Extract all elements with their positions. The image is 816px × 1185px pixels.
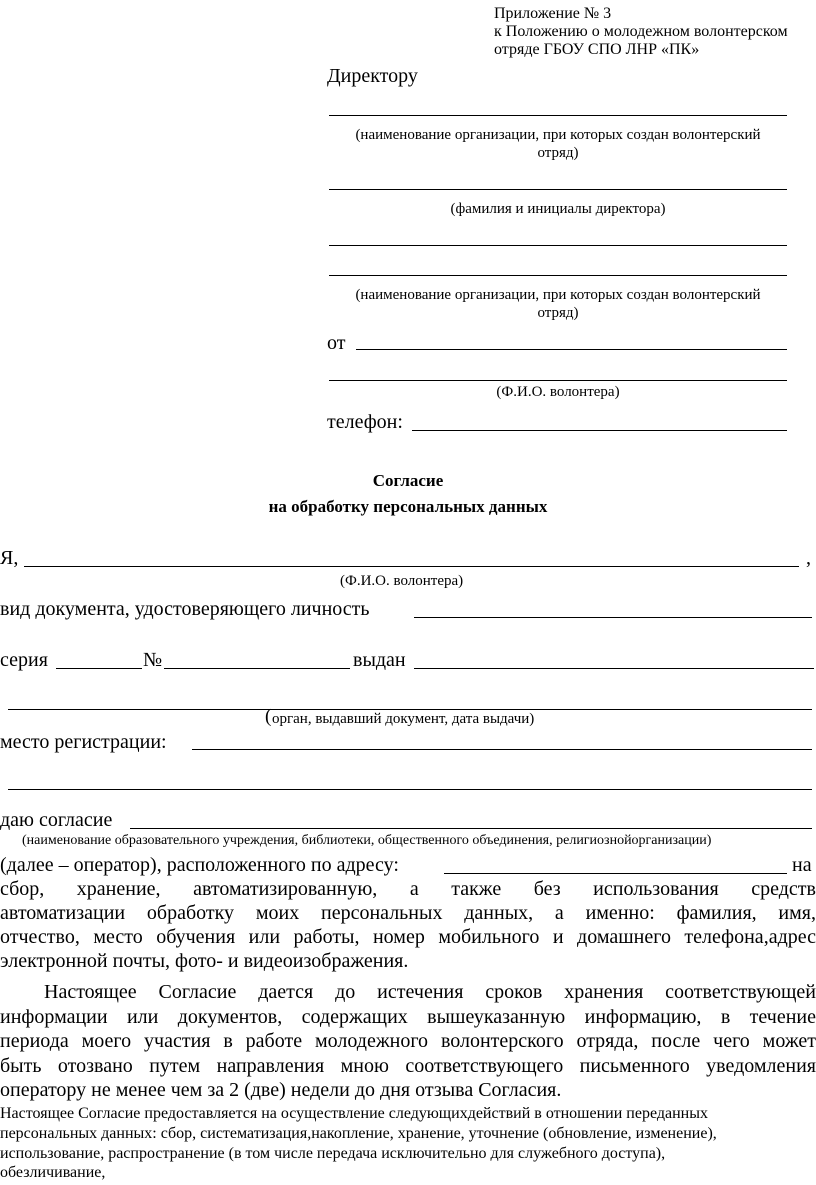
volunteer-name-line[interactable] [24,566,799,567]
issuer-caption: орган, выдавший документ, дата выдачи) [272,711,535,727]
series-line[interactable] [56,668,142,669]
p1-line-1: сбор, хранение, автоматизированную, а также без использования средств [0,878,816,900]
institution-caption: (наименование образовательного учреждения, библиотеки, общественного объединения, религиознойорганизации) [22,833,712,848]
p3-line-2: персональных данных: сбор, систематизация,накопление, хранение, уточнение (обновление, изменение), [0,1125,717,1142]
p3-line-1: Настоящее Согласие предоставляется на осуществление следующихдействий в отношении переданных [0,1105,708,1122]
org-caption-2-cont: отряд) [537,305,579,321]
comma: , [806,547,811,569]
registration-line[interactable] [192,749,812,750]
issuer-paren: ( [265,706,272,727]
registration-label: место регистрации: [0,731,167,753]
p3-line-4: обезличивание, [0,1164,106,1181]
director-caption: (фамилия и инициалы директора) [450,201,666,217]
document-title: Согласие [372,471,444,490]
issued-label: выдан [353,649,406,671]
consent-line[interactable] [130,828,812,829]
series-label: серия [0,649,48,671]
number-label: № [143,649,163,671]
org-name-line-2[interactable] [329,275,787,276]
operator-label: (далее – оператор), расположенного по адресу: [0,854,399,876]
p1-line-4: электронной почты, фото- и видеоизображения. [0,950,409,972]
p1-line-2: автоматизации обработку моих персональных данных, а именно: фамилия, имя, [0,902,816,924]
org-caption-1-cont: отряд) [537,145,579,161]
fio-caption: (Ф.И.О. волонтера) [496,384,620,400]
number-line[interactable] [164,668,350,669]
volunteer-fio-caption: (Ф.И.О. волонтера) [340,573,464,589]
fio-line[interactable] [329,380,787,381]
id-document-label: вид документа, удостоверяющего личность [0,598,370,620]
issued-line[interactable] [414,668,814,669]
p3-line-3: использование, распространение (в том числе передача исключительно для служебного доступа), [0,1145,666,1162]
id-document-line[interactable] [414,617,812,618]
p2-line-5: оператору не менее чем за 2 (две) недели до дня отзыва Согласия. [0,1079,562,1101]
p2-line-3: периода моего участия в работе молодежного волонтерского отряда, после чего может [0,1030,816,1052]
phone-label: телефон: [327,411,403,433]
appendix-unit: отряде ГБОУ СПО ЛНР «ПК» [494,41,700,58]
phone-line[interactable] [412,430,787,431]
consent-label: даю согласие [0,809,113,831]
appendix-number: Приложение № 3 [494,5,612,22]
p2-line-2: информации или документов, содержащих вышеуказанную информацию, в течение [0,1006,816,1028]
appendix-regulation: к Положению о молодежном волонтерском [494,23,788,40]
operator-address-line[interactable] [444,873,787,874]
p2-line-4: быть отозвано путем направления мною соответствующего письменного уведомления [0,1055,816,1077]
p2-line-1: Настоящее Согласие дается до истечения сроков хранения соответствующей [44,981,816,1003]
to-director-label: Директору [327,65,418,87]
director-name-line[interactable] [329,189,787,190]
org-caption-2: (наименование организации, при которых создан волонтерский [355,287,761,303]
p1-line-3: отчество, место обучения или работы, номер мобильного и домашнего телефона,адрес [0,926,816,948]
operator-tail: на [792,854,812,876]
org-caption-1: (наименование организации, при которых создан волонтерский [355,127,761,143]
document-subtitle: на обработку персональных данных [268,497,548,516]
registration-line-2[interactable] [8,789,812,790]
org-name-line[interactable] [329,115,787,116]
from-label: от [327,332,346,354]
blank-line-1[interactable] [329,245,787,246]
i-label: Я, [0,547,19,569]
from-line[interactable] [356,349,787,350]
